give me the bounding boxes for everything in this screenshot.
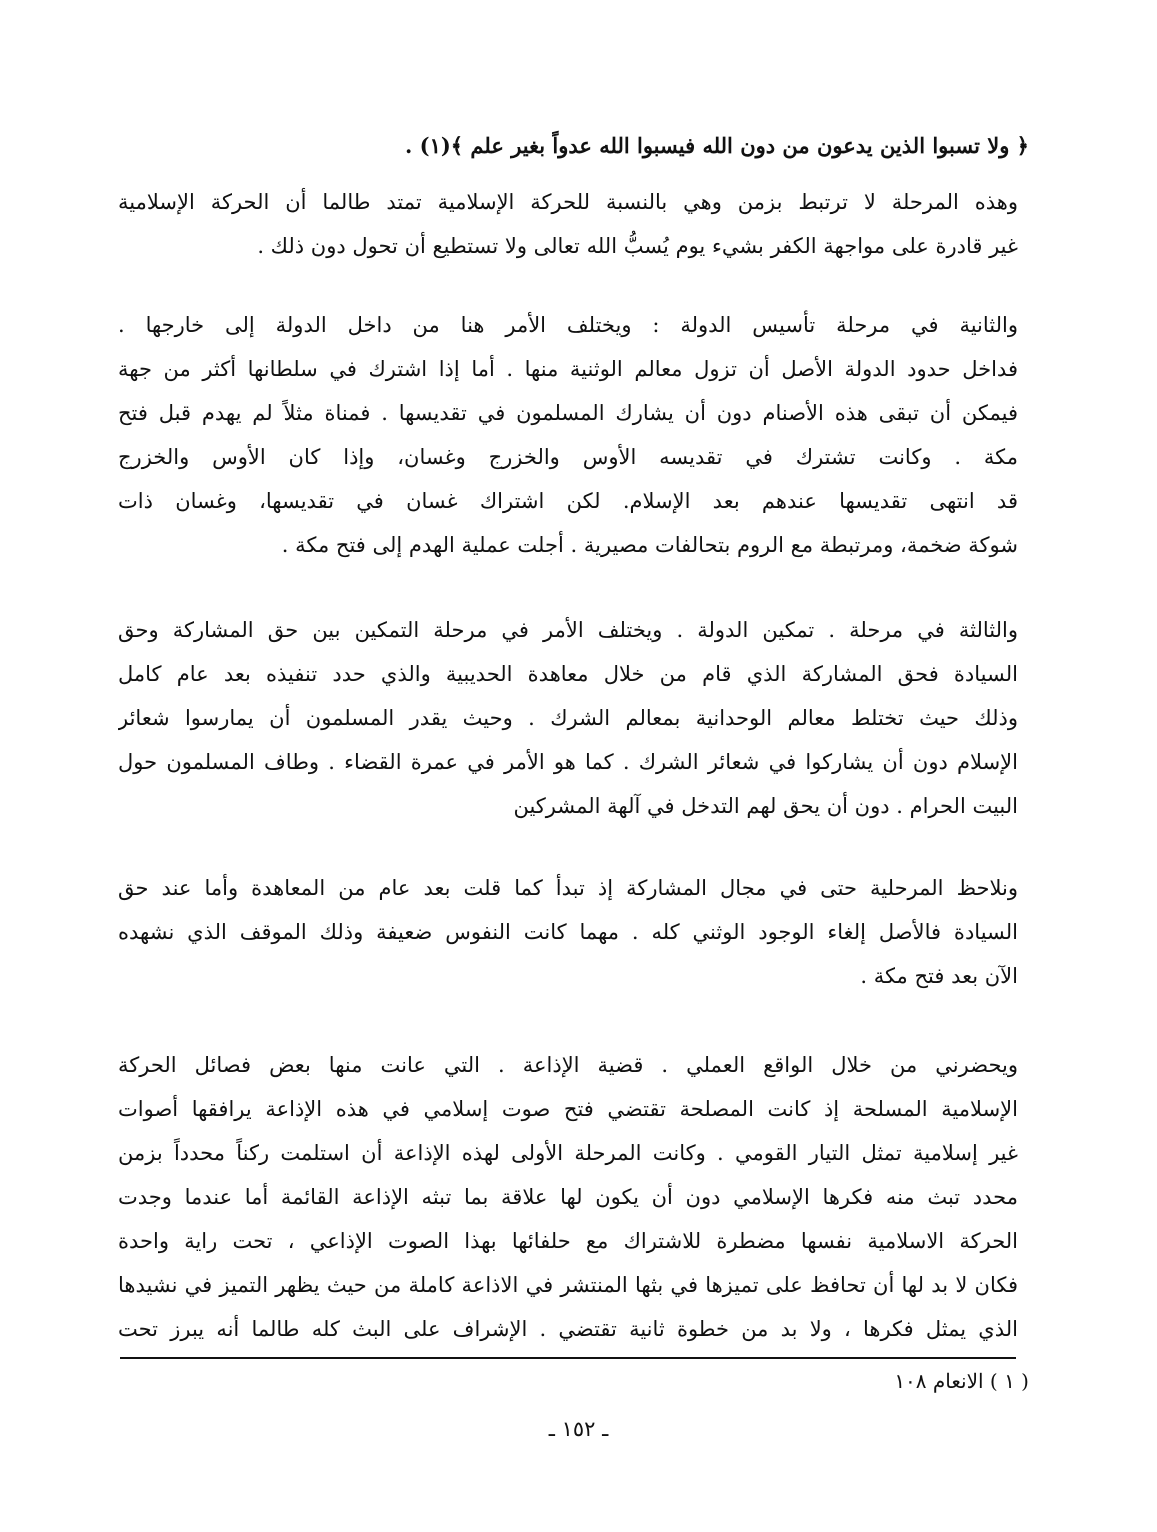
text-line: السيادة فالأصل إلغاء الوجود الوثني كله . مهما كانت النفوس ضعيفة وذلك الموقف الذي نشهده: [118, 920, 1018, 944]
footnote: ( ١ ) الانعام ١٠٨: [894, 1369, 1029, 1393]
text-line: وهذه المرحلة لا ترتبط بزمن وهي بالنسبة للحركة الإسلامية تمتد طالما أن الحركة الإسلامية: [118, 190, 1018, 214]
text-line: السيادة فحق المشاركة الذي قام من خلال معاهدة الحديبية والذي حدد تنفيذه بعد عام كامل: [118, 662, 1018, 686]
paragraph-2: [118, 303, 1018, 567]
text-line: والثالثة في مرحلة . تمكين الدولة . ويختلف الأمر في مرحلة التمكين بين حق المشاركة وحق: [118, 618, 1018, 642]
text-line: الحركة الاسلامية نفسها مضطرة للاشتراك مع حلفائها بهذا الصوت الإذاعي ، تحت راية واحدة: [118, 1229, 1018, 1253]
text-line: الآن بعد فتح مكة .: [860, 964, 1018, 988]
text-line: البيت الحرام . دون أن يحق لهم التدخل في آلهة المشركين: [513, 794, 1018, 818]
text-line: محدد تبث منه فكرها الإسلامي دون أن يكون لها علاقة بما تبثه الإذاعة القائمة أما عندما وجدت: [118, 1185, 1018, 1209]
text-line: ويحضرني من خلال الواقع العملي . قضية الإذاعة . التي عانت منها بعض فصائل الحركة: [118, 1053, 1018, 1077]
text-line: وذلك حيث تختلط معالم الوحدانية بمعالم الشرك . وحيث يقدر المسلمون أن يمارسوا شعائر: [118, 706, 1018, 730]
text-line: الإسلام دون أن يشاركوا في شعائر الشرك . كما هو الأمر في عمرة القضاء . وطاف المسلمون حول: [118, 750, 1018, 774]
quran-quote: ﴿ ولا تسبوا الذين يدعون من دون الله فيسبوا الله عدواً بغير علم ﴾(١) .: [405, 133, 1029, 158]
text-line: الذي يمثل فكرها ، ولا بد من خطوة ثانية تقتضي . الإشراف على البث كله طالما أنه يبرز تحت: [118, 1317, 1018, 1341]
page-number: ـ ١٥٢ ـ: [548, 1417, 609, 1441]
footnote-divider: [120, 1357, 1016, 1359]
paragraph-5: [118, 1043, 1018, 1351]
text-line: فكان لا بد لها أن تحافظ على تميزها في بثها المنتشر في الاذاعة كاملة من حيث يظهر التميز في نشيدها: [118, 1273, 1018, 1297]
text-line: والثانية في مرحلة تأسيس الدولة : ويختلف الأمر هنا من داخل الدولة إلى خارجها .: [118, 313, 1018, 337]
text-line: فداخل حدود الدولة الأصل أن تزول معالم الوثنية منها . أما إذا اشترك في سلطانها أكثر من جهة: [118, 357, 1018, 381]
text-line: ونلاحظ المرحلية حتى في مجال المشاركة إذ تبدأ كما قلت بعد عام من المعاهدة وأما عند حق: [118, 876, 1018, 900]
text-line: مكة . وكانت تشترك في تقديسه الأوس والخزرج وغسان، وإذا كان الأوس والخزرج: [118, 445, 1018, 469]
paragraph-3: [118, 608, 1018, 828]
text-line: شوكة ضخمة، ومرتبطة مع الروم بتحالفات مصيرية . أجلت عملية الهدم إلى فتح مكة .: [281, 533, 1018, 557]
text-line: الإسلامية المسلحة إذ كانت المصلحة تقتضي فتح صوت إسلامي في هذه الإذاعة يرافقها أصوات: [118, 1097, 1018, 1121]
text-line: غير قادرة على مواجهة الكفر بشيء يوم يُسبُّ الله تعالى ولا تستطيع أن تحول دون ذلك .: [257, 234, 1018, 258]
text-line: غير إسلامية تمثل التيار القومي . وكانت المرحلة الأولى لهذه الإذاعة أن استلمت ركناً محدداً بزمن: [118, 1141, 1018, 1165]
text-line: قد انتهى تقديسها عندهم بعد الإسلام. لكن اشتراك غسان في تقديسها، وغسان ذات: [118, 489, 1018, 513]
paragraph-1: [118, 180, 1018, 268]
paragraph-4: [118, 866, 1018, 998]
text-line: فيمكن أن تبقى هذه الأصنام دون أن يشارك المسلمون في تقديسها . فمناة مثلاً لم يهدم قبل فتح: [118, 401, 1018, 425]
